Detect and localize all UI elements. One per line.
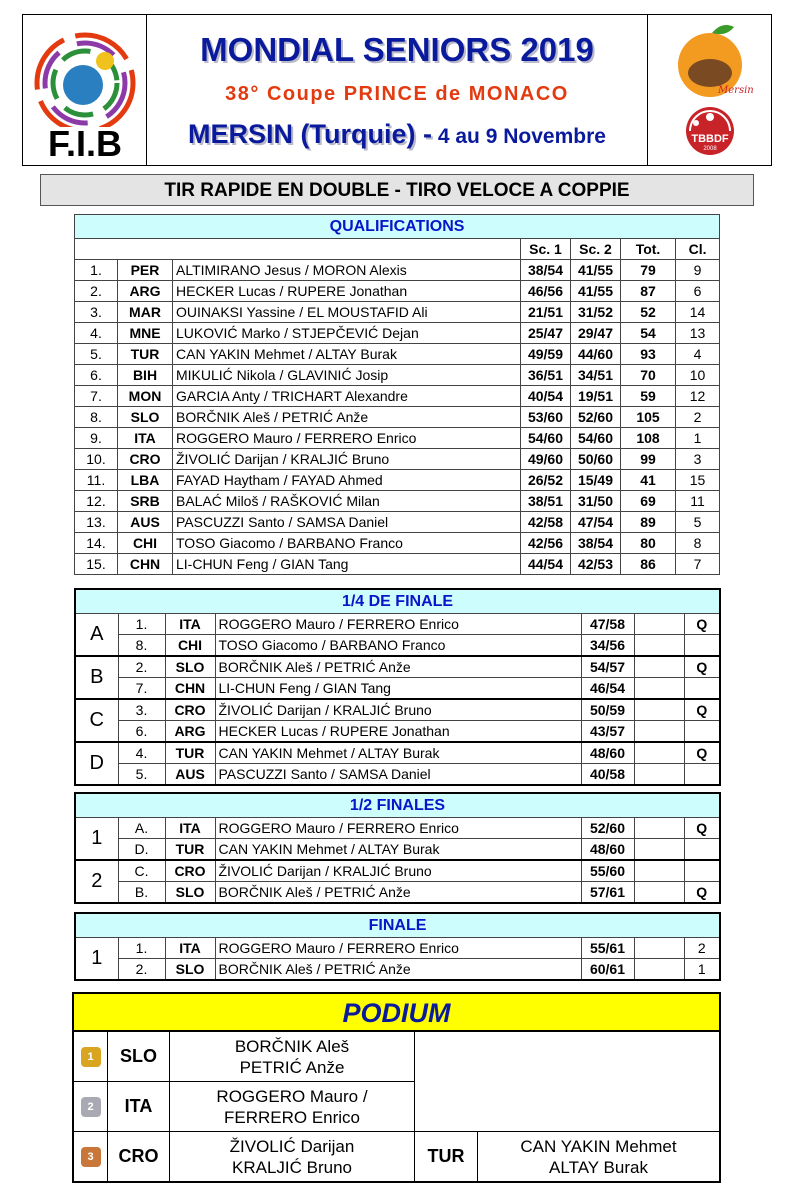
country-code: ARG: [165, 721, 215, 743]
location-text: MERSIN (Turquie) -: [188, 119, 433, 149]
classement: 6: [676, 281, 720, 302]
final-table: [74, 912, 721, 981]
match-row: [75, 938, 720, 959]
match-score: 43/57: [581, 721, 634, 743]
page-title: MONDIAL SENIORS 2019: [200, 31, 594, 68]
team-names: TOSO Giacomo / BARBANO Franco: [173, 533, 521, 554]
team-names: PASCUZZI Santo / SAMSA Daniel: [173, 512, 521, 533]
col-sc2: Sc. 2: [571, 239, 621, 260]
seed: 1.: [118, 938, 165, 959]
score-1: 38/54: [521, 260, 571, 281]
match-score: 48/60: [581, 839, 634, 861]
event-title: TIR RAPIDE EN DOUBLE - TIRO VELOCE A COPPIE: [40, 174, 754, 206]
country-code: MNE: [118, 323, 173, 344]
total: 79: [621, 260, 676, 281]
qualified-mark: [684, 721, 720, 743]
match-row: [75, 656, 720, 678]
second-name-2: FERRERO Enrico: [223, 1107, 361, 1127]
score-1: 40/54: [521, 386, 571, 407]
third-b-name-1: CAN YAKIN Mehmet: [520, 1136, 677, 1156]
country-code: CHI: [118, 533, 173, 554]
silver-medal-cell: [74, 1082, 108, 1132]
rank-number: 8.: [75, 407, 118, 428]
qualified-mark: [684, 678, 720, 700]
rank-number: 1.: [75, 260, 118, 281]
country-code: CHI: [165, 635, 215, 657]
score-1: 49/59: [521, 344, 571, 365]
rank-number: 6.: [75, 365, 118, 386]
table-row: [75, 491, 720, 512]
qualified-mark: [684, 635, 720, 657]
country-code: PER: [118, 260, 173, 281]
table-row: [75, 470, 720, 491]
score-1: 54/60: [521, 428, 571, 449]
col-sc1: Sc. 1: [521, 239, 571, 260]
match-row: [75, 818, 720, 839]
match-score: 40/58: [581, 764, 634, 786]
score-1: 21/51: [521, 302, 571, 323]
blank-cell: [634, 656, 684, 678]
team-names: ŽIVOLIĆ Darijan / KRALJIĆ Bruno: [215, 860, 581, 882]
score-2: 34/51: [571, 365, 621, 386]
blank-header: [75, 239, 521, 260]
qualified-mark: [684, 860, 720, 882]
seed: 3.: [118, 699, 165, 721]
blank-cell: [634, 860, 684, 882]
quarter-finals-title: 1/4 DE FINALE: [75, 589, 720, 614]
team-names: ROGGERO Mauro / FERRERO Enrico: [215, 938, 581, 959]
country-code: CHN: [165, 678, 215, 700]
first-country: SLO: [108, 1032, 170, 1082]
table-row: [75, 260, 720, 281]
match-score: 47/58: [581, 614, 634, 635]
team-names: FAYAD Haytham / FAYAD Ahmed: [173, 470, 521, 491]
group-label: B: [75, 656, 118, 699]
team-names: TOSO Giacomo / BARBANO Franco: [215, 635, 581, 657]
classement: 1: [676, 428, 720, 449]
blank-cell: [634, 742, 684, 764]
seed: 7.: [118, 678, 165, 700]
team-names: LUKOVIĆ Marko / STJEPČEVIĆ Dejan: [173, 323, 521, 344]
classement: 10: [676, 365, 720, 386]
country-code: SLO: [165, 959, 215, 981]
group-label: C: [75, 699, 118, 742]
match-row: [75, 882, 720, 904]
match-score: 50/59: [581, 699, 634, 721]
blank-cell: [634, 635, 684, 657]
country-code: CRO: [118, 449, 173, 470]
match-row: [75, 721, 720, 743]
qualified-mark: [684, 764, 720, 786]
match-score: 60/61: [581, 959, 634, 981]
match-score: 52/60: [581, 818, 634, 839]
team-names: BALAĆ Miloš / RAŠKOVIĆ Milan: [173, 491, 521, 512]
team-names: LI-CHUN Feng / GIAN Tang: [215, 678, 581, 700]
country-code: TUR: [165, 742, 215, 764]
score-2: 29/47: [571, 323, 621, 344]
classement: 12: [676, 386, 720, 407]
semi-finals-table: [74, 792, 721, 904]
country-code: LBA: [118, 470, 173, 491]
match-score: 54/57: [581, 656, 634, 678]
country-code: MON: [118, 386, 173, 407]
match-score: 55/61: [581, 938, 634, 959]
match-row: [75, 635, 720, 657]
score-1: 53/60: [521, 407, 571, 428]
qualified-mark: 2: [684, 938, 720, 959]
seed: 8.: [118, 635, 165, 657]
score-1: 44/54: [521, 554, 571, 575]
classement: 15: [676, 470, 720, 491]
score-1: 26/52: [521, 470, 571, 491]
seed: 2.: [118, 656, 165, 678]
tbbdf-text: TBBDF: [691, 133, 729, 145]
team-names: ROGGERO Mauro / FERRERO Enrico: [173, 428, 521, 449]
group-label: 2: [75, 860, 118, 903]
table-row: [75, 323, 720, 344]
header: [22, 14, 772, 166]
score-2: 41/55: [571, 281, 621, 302]
gold-medal-icon: 1: [81, 1047, 101, 1067]
seed: 6.: [118, 721, 165, 743]
quarter-finals-table: [74, 588, 721, 786]
match-row: [75, 678, 720, 700]
third-b-name-2: ALTAY Burak: [549, 1157, 648, 1177]
first-name-2: PETRIĆ Anže: [239, 1057, 345, 1077]
team-names: CAN YAKIN Mehmet / ALTAY Burak: [173, 344, 521, 365]
third-a-country: CRO: [108, 1132, 170, 1181]
team-names: OUINAKSI Yassine / EL MOUSTAFID Ali: [173, 302, 521, 323]
team-names: HECKER Lucas / RUPERE Jonathan: [173, 281, 521, 302]
match-row: [75, 699, 720, 721]
classement: 13: [676, 323, 720, 344]
seed: A.: [118, 818, 165, 839]
team-names: CAN YAKIN Mehmet / ALTAY Burak: [215, 839, 581, 861]
col-cl: Cl.: [676, 239, 720, 260]
seed: 4.: [118, 742, 165, 764]
group-label: 1: [75, 818, 118, 861]
bronze-medal-cell: [74, 1132, 108, 1181]
blank-cell: [634, 839, 684, 861]
score-2: 31/50: [571, 491, 621, 512]
match-row: [75, 614, 720, 635]
qualified-mark: Q: [684, 882, 720, 904]
team-names: BORČNIK Aleš / PETRIĆ Anže: [215, 656, 581, 678]
team-names: GARCIA Anty / TRICHART Alexandre: [173, 386, 521, 407]
match-score: 46/54: [581, 678, 634, 700]
second-country: ITA: [108, 1082, 170, 1132]
table-row: [75, 428, 720, 449]
score-2: 31/52: [571, 302, 621, 323]
third-a-name-2: KRALJIĆ Bruno: [232, 1157, 352, 1177]
mersin-logo: [647, 15, 771, 165]
mersin-script: Mersin: [718, 85, 754, 96]
team-names: ŽIVOLIĆ Darijan / KRALJIĆ Bruno: [173, 449, 521, 470]
qualifications-table: [74, 214, 720, 575]
score-2: 15/49: [571, 470, 621, 491]
classement: 4: [676, 344, 720, 365]
score-1: 42/58: [521, 512, 571, 533]
score-1: 42/56: [521, 533, 571, 554]
classement: 2: [676, 407, 720, 428]
table-row: [75, 449, 720, 470]
blank-cell: [634, 764, 684, 786]
team-names: MIKULIĆ Nikola / GLAVINIĆ Josip: [173, 365, 521, 386]
rank-number: 4.: [75, 323, 118, 344]
score-2: 54/60: [571, 428, 621, 449]
score-2: 42/53: [571, 554, 621, 575]
match-score: 34/56: [581, 635, 634, 657]
second-names: [170, 1082, 415, 1132]
qualified-mark: Q: [684, 818, 720, 839]
rank-number: 11.: [75, 470, 118, 491]
total: 69: [621, 491, 676, 512]
country-code: CRO: [165, 699, 215, 721]
rank-number: 10.: [75, 449, 118, 470]
score-2: 44/60: [571, 344, 621, 365]
table-row: [75, 281, 720, 302]
team-names: ROGGERO Mauro / FERRERO Enrico: [215, 614, 581, 635]
blank-cell: [634, 614, 684, 635]
total: 80: [621, 533, 676, 554]
blank-cell: [634, 678, 684, 700]
total: 93: [621, 344, 676, 365]
seed: 5.: [118, 764, 165, 786]
total: 70: [621, 365, 676, 386]
country-code: MAR: [118, 302, 173, 323]
qualified-mark: Q: [684, 614, 720, 635]
blank-cell: [634, 818, 684, 839]
team-names: BORČNIK Aleš / PETRIĆ Anže: [215, 959, 581, 981]
classement: 7: [676, 554, 720, 575]
group-label: 1: [75, 938, 118, 981]
podium-empty-cell: [415, 1032, 719, 1132]
team-names: ŽIVOLIĆ Darijan / KRALJIĆ Bruno: [215, 699, 581, 721]
blank-cell: [634, 938, 684, 959]
match-score: 57/61: [581, 882, 634, 904]
score-2: 52/60: [571, 407, 621, 428]
match-row: [75, 764, 720, 786]
second-name-1: ROGGERO Mauro /: [216, 1086, 368, 1106]
total: 41: [621, 470, 676, 491]
team-names: ROGGERO Mauro / FERRERO Enrico: [215, 818, 581, 839]
country-code: ITA: [165, 818, 215, 839]
fib-logo: [23, 15, 147, 165]
country-code: AUS: [118, 512, 173, 533]
match-score: 48/60: [581, 742, 634, 764]
seed: 2.: [118, 959, 165, 981]
score-1: 46/56: [521, 281, 571, 302]
score-1: 49/60: [521, 449, 571, 470]
table-row: [75, 533, 720, 554]
semi-finals-title: 1/2 FINALES: [75, 793, 720, 818]
gold-medal-cell: [74, 1032, 108, 1082]
col-tot: Tot.: [621, 239, 676, 260]
group-label: D: [75, 742, 118, 785]
first-name-1: BORČNIK Aleš: [234, 1036, 350, 1056]
team-names: CAN YAKIN Mehmet / ALTAY Burak: [215, 742, 581, 764]
rank-number: 2.: [75, 281, 118, 302]
group-label: A: [75, 614, 118, 657]
classement: 8: [676, 533, 720, 554]
blank-cell: [634, 882, 684, 904]
rank-number: 13.: [75, 512, 118, 533]
bronze-medal-icon: 3: [81, 1147, 101, 1167]
country-code: TUR: [165, 839, 215, 861]
country-code: ITA: [165, 614, 215, 635]
country-code: SLO: [165, 882, 215, 904]
table-row: [75, 344, 720, 365]
seed: B.: [118, 882, 165, 904]
match-row: [75, 742, 720, 764]
classement: 3: [676, 449, 720, 470]
total: 105: [621, 407, 676, 428]
podium-title: PODIUM: [74, 994, 719, 1032]
rank-number: 12.: [75, 491, 118, 512]
score-1: 25/47: [521, 323, 571, 344]
qualified-mark: Q: [684, 699, 720, 721]
team-names: BORČNIK Aleš / PETRIĆ Anže: [215, 882, 581, 904]
match-row: [75, 860, 720, 882]
first-names: [170, 1032, 415, 1082]
country-code: ITA: [118, 428, 173, 449]
country-code: CHN: [118, 554, 173, 575]
blank-cell: [634, 721, 684, 743]
country-code: AUS: [165, 764, 215, 786]
fib-logo-text: F.I.B: [47, 123, 122, 164]
total: 99: [621, 449, 676, 470]
silver-medal-icon: 2: [81, 1097, 101, 1117]
score-2: 50/60: [571, 449, 621, 470]
total: 86: [621, 554, 676, 575]
score-2: 41/55: [571, 260, 621, 281]
blank-cell: [634, 959, 684, 981]
table-row: [75, 386, 720, 407]
rank-number: 3.: [75, 302, 118, 323]
seed: D.: [118, 839, 165, 861]
team-names: LI-CHUN Feng / GIAN Tang: [173, 554, 521, 575]
classement: 11: [676, 491, 720, 512]
third-a-names: [170, 1132, 415, 1181]
score-2: 19/51: [571, 386, 621, 407]
rank-number: 14.: [75, 533, 118, 554]
seed: 1.: [118, 614, 165, 635]
rank-number: 15.: [75, 554, 118, 575]
country-code: BIH: [118, 365, 173, 386]
total: 87: [621, 281, 676, 302]
table-row: [75, 512, 720, 533]
dates-text: 4 au 9 Novembre: [432, 125, 606, 148]
country-code: TUR: [118, 344, 173, 365]
third-a-name-1: ŽIVOLIĆ Darijan: [229, 1136, 355, 1156]
match-row: [75, 959, 720, 981]
table-row: [75, 407, 720, 428]
country-code: CRO: [165, 860, 215, 882]
classement: 5: [676, 512, 720, 533]
table-row: [75, 365, 720, 386]
rank-number: 9.: [75, 428, 118, 449]
qualifications-title: QUALIFICATIONS: [75, 215, 720, 239]
table-row: [75, 554, 720, 575]
team-names: PASCUZZI Santo / SAMSA Daniel: [215, 764, 581, 786]
page-subtitle: 38° Coupe PRINCE de MONACO: [225, 83, 569, 105]
match-row: [75, 839, 720, 861]
match-score: 55/60: [581, 860, 634, 882]
country-code: ITA: [165, 938, 215, 959]
classement: 9: [676, 260, 720, 281]
total: 108: [621, 428, 676, 449]
rank-number: 7.: [75, 386, 118, 407]
event-location: [147, 119, 647, 150]
qualified-mark: Q: [684, 656, 720, 678]
score-1: 36/51: [521, 365, 571, 386]
qualified-mark: [684, 839, 720, 861]
tbbdf-year: 2008: [703, 146, 717, 152]
score-1: 38/51: [521, 491, 571, 512]
third-b-country: TUR: [415, 1132, 478, 1181]
seed: C.: [118, 860, 165, 882]
country-code: SLO: [165, 656, 215, 678]
country-code: ARG: [118, 281, 173, 302]
blank-cell: [634, 699, 684, 721]
total: 59: [621, 386, 676, 407]
country-code: SRB: [118, 491, 173, 512]
rank-number: 5.: [75, 344, 118, 365]
total: 52: [621, 302, 676, 323]
qualified-mark: 1: [684, 959, 720, 981]
total: 54: [621, 323, 676, 344]
classement: 14: [676, 302, 720, 323]
country-code: SLO: [118, 407, 173, 428]
third-b-names: [478, 1132, 719, 1181]
podium: [72, 992, 721, 1183]
score-2: 47/54: [571, 512, 621, 533]
team-names: HECKER Lucas / RUPERE Jonathan: [215, 721, 581, 743]
table-row: [75, 302, 720, 323]
team-names: ALTIMIRANO Jesus / MORON Alexis: [173, 260, 521, 281]
score-2: 38/54: [571, 533, 621, 554]
final-title: FINALE: [75, 913, 720, 938]
qualified-mark: Q: [684, 742, 720, 764]
team-names: BORČNIK Aleš / PETRIĆ Anže: [173, 407, 521, 428]
total: 89: [621, 512, 676, 533]
